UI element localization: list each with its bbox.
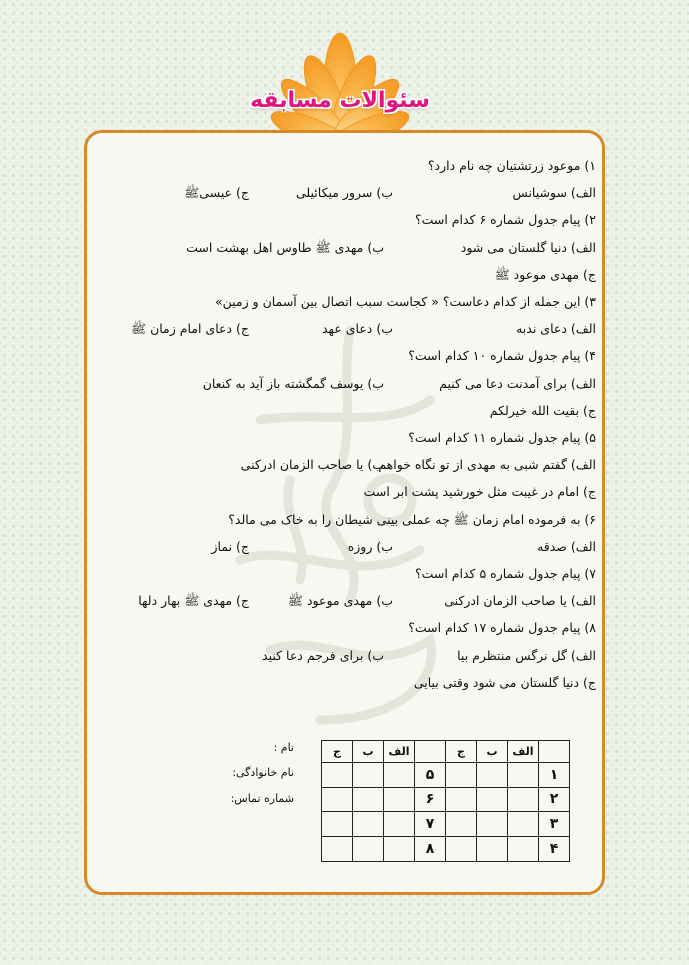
answer-option[interactable]: ب) مهدی موعود ﷺ: [287, 593, 393, 609]
answer-cell[interactable]: [384, 762, 415, 787]
row-number: ۱: [539, 762, 570, 787]
answer-cell[interactable]: [353, 787, 384, 812]
answer-option[interactable]: ب) یا صاحب الزمان ادرکنی: [240, 457, 384, 473]
header-cell: [415, 741, 446, 763]
question-text: ۳) این جمله از کدام دعاست؟ « کجاست سبب اتصال بین آسمان و زمین»: [214, 294, 596, 309]
answer-cell[interactable]: [384, 787, 415, 812]
question-text: ۶) به فرموده امام زمان ﷺ چه عملی بینی شیطان را به خاک می مالد؟: [228, 511, 596, 527]
header-cell: ج: [322, 741, 353, 763]
answer-cell[interactable]: [353, 837, 384, 862]
table-row: [322, 837, 570, 862]
answer-cell[interactable]: [353, 812, 384, 837]
answer-option[interactable]: ب) سرور میکائیلی: [295, 185, 393, 201]
answer-option[interactable]: ب) یوسف گمگشته باز آید به کنعان: [202, 375, 384, 391]
answer-cell[interactable]: [322, 812, 353, 837]
family-name-label: نام خانوادگی:: [232, 766, 294, 779]
answer-option[interactable]: ب) برای فرجم دعا کنید: [262, 647, 384, 663]
answer-option[interactable]: ج) دنیا گلستان می شود وقتی بیایی: [413, 674, 596, 690]
question-text: ۷) پیام جدول شماره ۵ کدام است؟: [414, 566, 596, 581]
answer-cell[interactable]: [508, 812, 539, 837]
answer-cell[interactable]: [384, 812, 415, 837]
answer-option[interactable]: ج) مهدی موعود ﷺ: [494, 266, 596, 282]
answer-option[interactable]: ب) روزه: [347, 538, 393, 554]
answer-cell[interactable]: [353, 762, 384, 787]
answer-option[interactable]: الف) برای آمدنت دعا می کنیم: [439, 375, 596, 391]
answer-option[interactable]: ج) امام در غیبت مثل خورشید پشت ابر است: [363, 484, 596, 500]
answer-option[interactable]: ب) مهدی ﷺ طاوس اهل بهشت است: [186, 239, 384, 255]
name-label: نام :: [273, 741, 294, 754]
answer-cell[interactable]: [508, 787, 539, 812]
answer-option[interactable]: ج) دعای امام زمان ﷺ: [131, 321, 249, 337]
answer-cell[interactable]: [322, 837, 353, 862]
header-cell: الف: [384, 741, 415, 763]
table-row: [322, 812, 570, 837]
header-cell: الف: [508, 741, 539, 763]
answer-cell[interactable]: [384, 837, 415, 862]
answer-option[interactable]: ج) عیسیﷺ: [184, 185, 249, 201]
answer-cell[interactable]: [508, 762, 539, 787]
answer-cell[interactable]: [322, 787, 353, 812]
row-number: ۵: [415, 762, 446, 787]
row-number: ۸: [415, 837, 446, 862]
header-cell: ب: [477, 741, 508, 763]
question-text: ۲) پیام جدول شماره ۶ کدام است؟: [414, 212, 596, 228]
answer-option[interactable]: الف) یا صاحب الزمان ادرکنی: [444, 593, 596, 609]
answer-cell[interactable]: [322, 762, 353, 787]
question-text: ۸) پیام جدول شماره ۱۷ کدام است؟: [408, 620, 596, 636]
row-number: ۴: [539, 837, 570, 862]
answer-cell[interactable]: [446, 812, 477, 837]
answer-option[interactable]: الف) سوشیانس: [512, 185, 596, 201]
answer-cell[interactable]: [508, 837, 539, 862]
header-cell: [539, 741, 570, 763]
answer-option[interactable]: الف) گل نرگس منتظرم بیا: [457, 647, 596, 663]
answer-table-header: [322, 741, 570, 763]
question-text: ۱) موعود زرتشتیان چه نام دارد؟: [427, 158, 596, 173]
answer-cell[interactable]: [477, 837, 508, 862]
answer-cell[interactable]: [477, 787, 508, 812]
table-row: [322, 762, 570, 787]
answer-option[interactable]: الف) گفتم شبی به مهدی از تو نگاه خواهم: [378, 457, 596, 473]
row-number: ۳: [539, 812, 570, 837]
answer-cell[interactable]: [477, 812, 508, 837]
header-cell: ج: [446, 741, 477, 763]
answer-option[interactable]: ب) دعای عهد: [322, 321, 393, 337]
page-title: سئوالات مسابقه: [250, 88, 430, 113]
question-text: ۵) پیام جدول شماره ۱۱ کدام است؟: [408, 430, 596, 445]
answer-cell[interactable]: [477, 762, 508, 787]
answer-option[interactable]: ج) بقیت الله خیرلکم: [489, 402, 596, 418]
answer-cell[interactable]: [446, 837, 477, 862]
row-number: ۶: [415, 787, 446, 812]
question-text: ۴) پیام جدول شماره ۱۰ کدام است؟: [408, 348, 596, 364]
phone-label: شماره تماس:: [230, 792, 294, 805]
answer-option[interactable]: الف) دعای ندبه: [516, 321, 596, 337]
answer-option[interactable]: ج) نماز: [211, 538, 249, 554]
header-cell: ب: [353, 741, 384, 763]
answer-cell[interactable]: [446, 787, 477, 812]
table-row: [322, 787, 570, 812]
row-number: ۷: [415, 812, 446, 837]
answer-option[interactable]: ج) مهدی ﷺ بهار دلها: [138, 593, 249, 609]
answer-option[interactable]: الف) صدقه: [537, 538, 596, 554]
answer-cell[interactable]: [446, 762, 477, 787]
answer-table: [321, 740, 570, 862]
answer-option[interactable]: الف) دنیا گلستان می شود: [460, 239, 596, 255]
row-number: ۲: [539, 787, 570, 812]
